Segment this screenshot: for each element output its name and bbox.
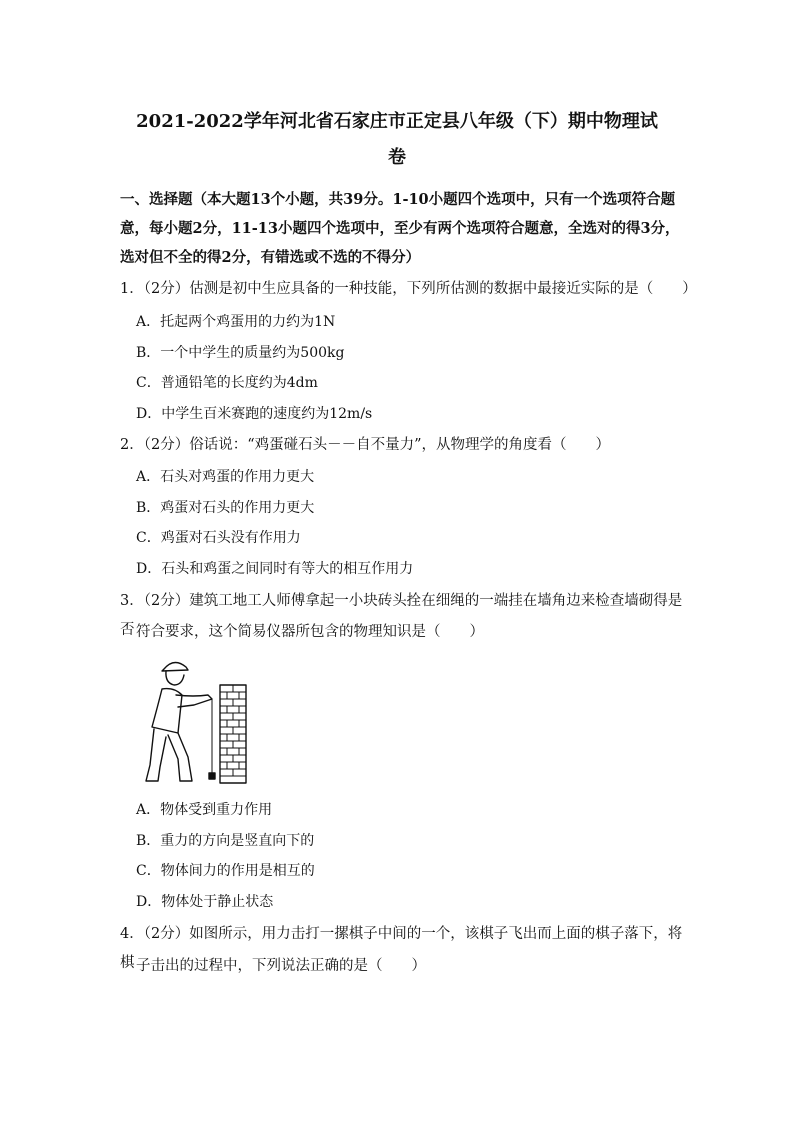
- question-1-option-a: A．托起两个鸡蛋用的力约为1N: [136, 314, 336, 330]
- question-2-option-a: A．石头对鸡蛋的作用力更大: [136, 469, 315, 485]
- title-line-2: 卷: [388, 147, 406, 168]
- question-1-stem: 1．（2分）估测是初中生应具备的一种技能，下列所估测的数据中最接近实际的是（ ）: [120, 281, 697, 297]
- worker-plumb-line-figure: [138, 655, 256, 785]
- question-3-option-c: C．物体间力的作用是相互的: [136, 863, 315, 879]
- question-3-option-a: A．物体受到重力作用: [136, 802, 273, 818]
- document-title: [100, 104, 694, 176]
- question-2-option-b: B．鸡蛋对石头的作用力更大: [136, 500, 315, 516]
- question-1-option-d: D．中学生百米赛跑的速度约为12m/s: [136, 406, 373, 422]
- question-1-option-c: C．普通铅笔的长度约为4dm: [136, 375, 318, 391]
- question-3-stem-line-2: 符合要求，这个简易仪器所包含的物理知识是（ ）: [136, 624, 484, 640]
- question-3-option-b: B．重力的方向是竖直向下的: [136, 833, 315, 849]
- question-4-stem-line-2: 子击出的过程中，下列说法正确的是（ ）: [136, 958, 426, 974]
- question-2-option-d: D．石头和鸡蛋之间同时有等大的相互作用力: [136, 561, 414, 577]
- question-3-option-d: D．物体处于静止状态: [136, 894, 274, 910]
- question-4-stem-line-1: 4．（2分）如图所示，用力击打一摞棋子中间的一个，该棋子飞出而上面的棋子落下，将棋: [120, 926, 683, 971]
- question-2-option-c: C．鸡蛋对石头没有作用力: [136, 530, 301, 546]
- section-heading: 一、选择题（本大题13个小题，共39分。1-10小题四个选项中，只有一个选项符合题意，每小题2分，11-13小题四个选项中，至少有两个选项符合题意，全选对的得3分，选对但不全的得2分，有错选或不选的不得分）: [120, 191, 680, 266]
- question-1-option-b: B．一个中学生的质量约为500kg: [136, 345, 345, 361]
- question-3-stem-line-1: 3．（2分）建筑工地工人师傅拿起一小块砖头拴在细绳的一端挂在墙角边来检查墙砌得是否: [120, 593, 683, 638]
- question-2-stem: 2．（2分）俗话说：“鸡蛋碰石头－－自不量力”，从物理学的角度看（ ）: [120, 437, 611, 453]
- title-line-1: 2021-2022学年河北省石家庄市正定县八年级（下）期中物理试: [136, 111, 658, 132]
